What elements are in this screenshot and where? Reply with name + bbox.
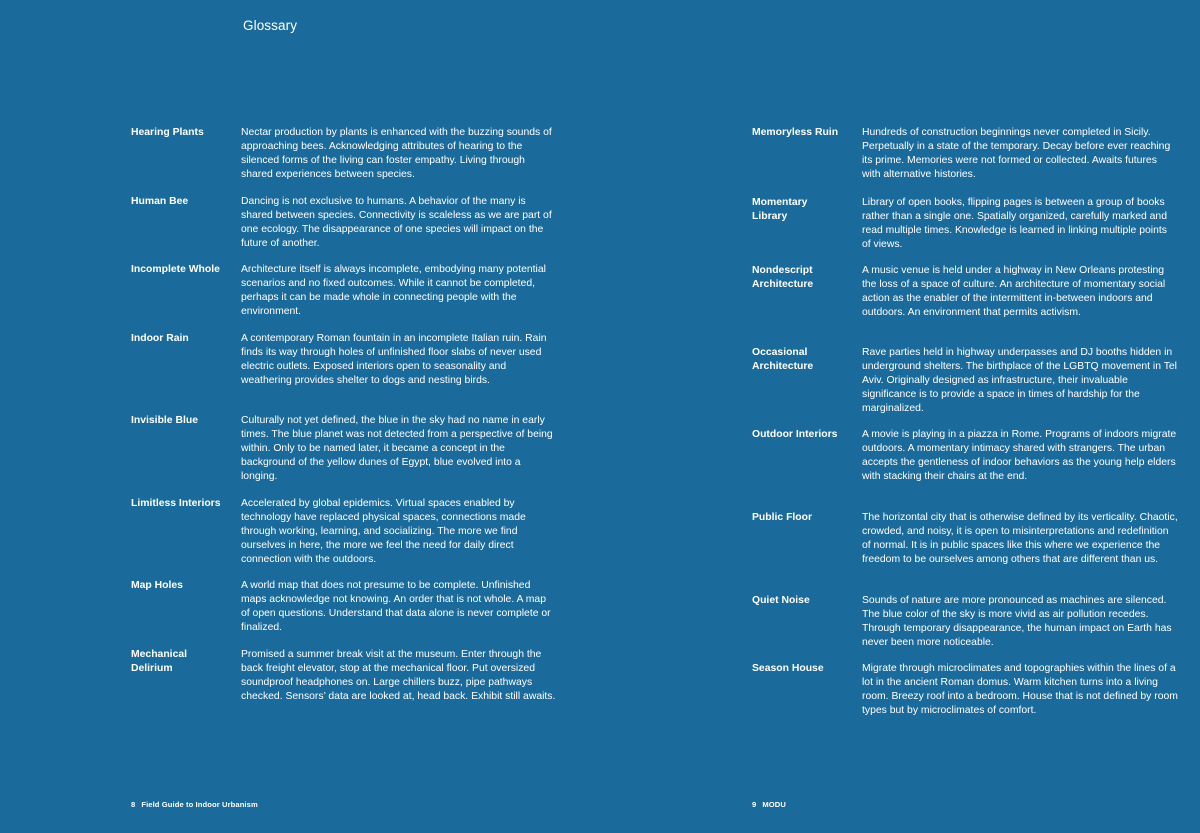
- glossary-term: Hearing Plants: [131, 127, 204, 138]
- glossary-entry: [752, 126, 1182, 196]
- glossary-definition: Hundreds of construction beginnings never completed in Sicily. Perpetually in a state of the temporary. Decay before ever reaching its prime. Memories were not formed or collected. Awaits futures with alternative histories.: [862, 127, 1171, 180]
- glossary-definition: A contemporary Roman fountain in an incomplete Italian ruin. Rain finds its way through holes of unfinished floor slabs of never used electric outlets. Exposed interiors open to seasonality and weathering provides shelter to dogs and nesting birds.: [241, 333, 547, 386]
- glossary-definition: Accelerated by global epidemics. Virtual spaces enabled by technology have replaced physical spaces, connections made through working, learning, and socializing. The more we find ourselves in here, the more we feel the need for daily direct connection with the outdoors.: [241, 498, 526, 565]
- glossary-entry: [752, 264, 1182, 346]
- glossary-term: Outdoor Interiors: [752, 429, 838, 440]
- glossary-entry: [752, 594, 1182, 662]
- glossary-term: Memoryless Ruin: [752, 127, 839, 138]
- glossary-term: Human Bee: [131, 196, 189, 207]
- glossary-entry: [131, 648, 561, 704]
- glossary-definition: Sounds of nature are more pronounced as machines are silenced. The blue color of the sky is more vivid as air pollution recedes. Through temporary disappearance, the human impact on Earth has never been more noticeable.: [862, 595, 1172, 648]
- glossary-definition: Architecture itself is always incomplete, embodying many potential scenarios and no fixed outcomes. While it cannot be completed, perhaps it can be made whole in connecting people with the environment.: [241, 264, 546, 317]
- glossary-definition: The horizontal city that is otherwise defined by its verticality. Chaotic, crowded, and noisy, it is open to misinterpretations and redefinition of normal. It is in public spaces like this where we experience the freedom to be ourselves among others that are different than us.: [862, 512, 1178, 565]
- glossary-definition: Library of open books, flipping pages is between a group of books rather than a single one. Spatially organized, carefully marked and read multiple times. Knowledge is learned in linking multiple points of views.: [862, 197, 1167, 250]
- glossary-term: Mechanical Delirium: [131, 649, 188, 674]
- footer-right: [752, 800, 786, 809]
- glossary-term: Map Holes: [131, 580, 183, 591]
- glossary-definition: Rave parties held in highway underpasses and DJ booths hidden in underground shelters. The birthplace of the LGBTQ movement in Tel Aviv. Originally designed as infrastructure, their invaluable significance is to provide a space in times of hardship for the marginalized.: [862, 347, 1177, 414]
- glossary-entry: [131, 126, 561, 195]
- glossary-entry: [131, 497, 561, 579]
- glossary-definition: Culturally not yet defined, the blue in the sky had no name in early times. The blue planet was not detected from a perspective of being within. Only to be named later, it became a concept in the background of the yellow dunes of Egypt, blue evolved into a longing.: [241, 415, 553, 482]
- glossary-entry: [752, 196, 1182, 264]
- glossary-term: Nondescript Architecture: [752, 265, 814, 290]
- running-title: MODU: [762, 800, 786, 809]
- glossary-entry: [131, 263, 561, 332]
- glossary-term: Quiet Noise: [752, 595, 810, 606]
- glossary-definition: A movie is playing in a piazza in Rome. Programs of indoors migrate outdoors. A momentary intimacy shared with strangers. The urban accepts the gentleness of indoor behaviors as the young help elders with stacking their chairs at the end.: [862, 429, 1177, 482]
- glossary-entry: [752, 346, 1182, 428]
- glossary-column-right: [752, 126, 1182, 718]
- page-number: 9: [752, 800, 757, 809]
- glossary-term: Momentary Library: [752, 197, 808, 222]
- glossary-term: Public Floor: [752, 512, 813, 523]
- glossary-entry: [752, 511, 1182, 594]
- glossary-entry: [131, 579, 561, 648]
- footer-left: [131, 800, 258, 809]
- glossary-term: Incomplete Whole: [131, 264, 220, 275]
- glossary-definition: A music venue is held under a highway in New Orleans protesting the loss of a space of culture. An architecture of momentary social action as the enabler of the intermittent in-between indoors and outdoors. An environment that permits activism.: [862, 265, 1166, 318]
- glossary-entry: [752, 662, 1182, 718]
- glossary-definition: Migrate through microclimates and topographies within the lines of a lot in the ancient Roman domus. Warm kitchen turns into a living room. Breezy roof into a bedroom. House that is not defined by room types but by microclimates of comfort.: [862, 663, 1178, 716]
- running-title: Field Guide to Indoor Urbanism: [141, 800, 258, 809]
- glossary-column-left: [131, 126, 561, 704]
- glossary-definition: Nectar production by plants is enhanced with the buzzing sounds of approaching bees. Acknowledging attributes of hearing to the silenced forms of the living can foster empathy. Living through shared experiences between species.: [241, 127, 552, 180]
- glossary-term: Occasional Architecture: [752, 347, 814, 372]
- glossary-definition: Dancing is not exclusive to humans. A behavior of the many is shared between species. Connectivity is scaleless as we are part of one ecology. The disappearance of one species will impact on the future of another.: [241, 196, 552, 249]
- glossary-entry: [131, 195, 561, 263]
- glossary-entry: [752, 428, 1182, 511]
- page-title: Glossary: [243, 18, 298, 33]
- glossary-term: Limitless Interiors: [131, 498, 221, 509]
- glossary-entry: [131, 332, 561, 414]
- glossary-term: Indoor Rain: [131, 333, 189, 344]
- glossary-definition: A world map that does not presume to be complete. Unfinished maps acknowledge not knowing. An order that is not whole. A map of open questions. Understand that data alone is never complete or finalized.: [241, 580, 551, 633]
- page-number: 8: [131, 800, 136, 809]
- glossary-term: Invisible Blue: [131, 415, 198, 426]
- glossary-term: Season House: [752, 663, 824, 674]
- glossary-definition: Promised a summer break visit at the museum. Enter through the back freight elevator, stop at the mechanical floor. Put oversized soundproof headphones on. Large chillers buzz, pipe pathways checked. Sensors’ data are looked at, head back. Exhibit still awaits.: [241, 649, 556, 702]
- glossary-entry: [131, 414, 561, 497]
